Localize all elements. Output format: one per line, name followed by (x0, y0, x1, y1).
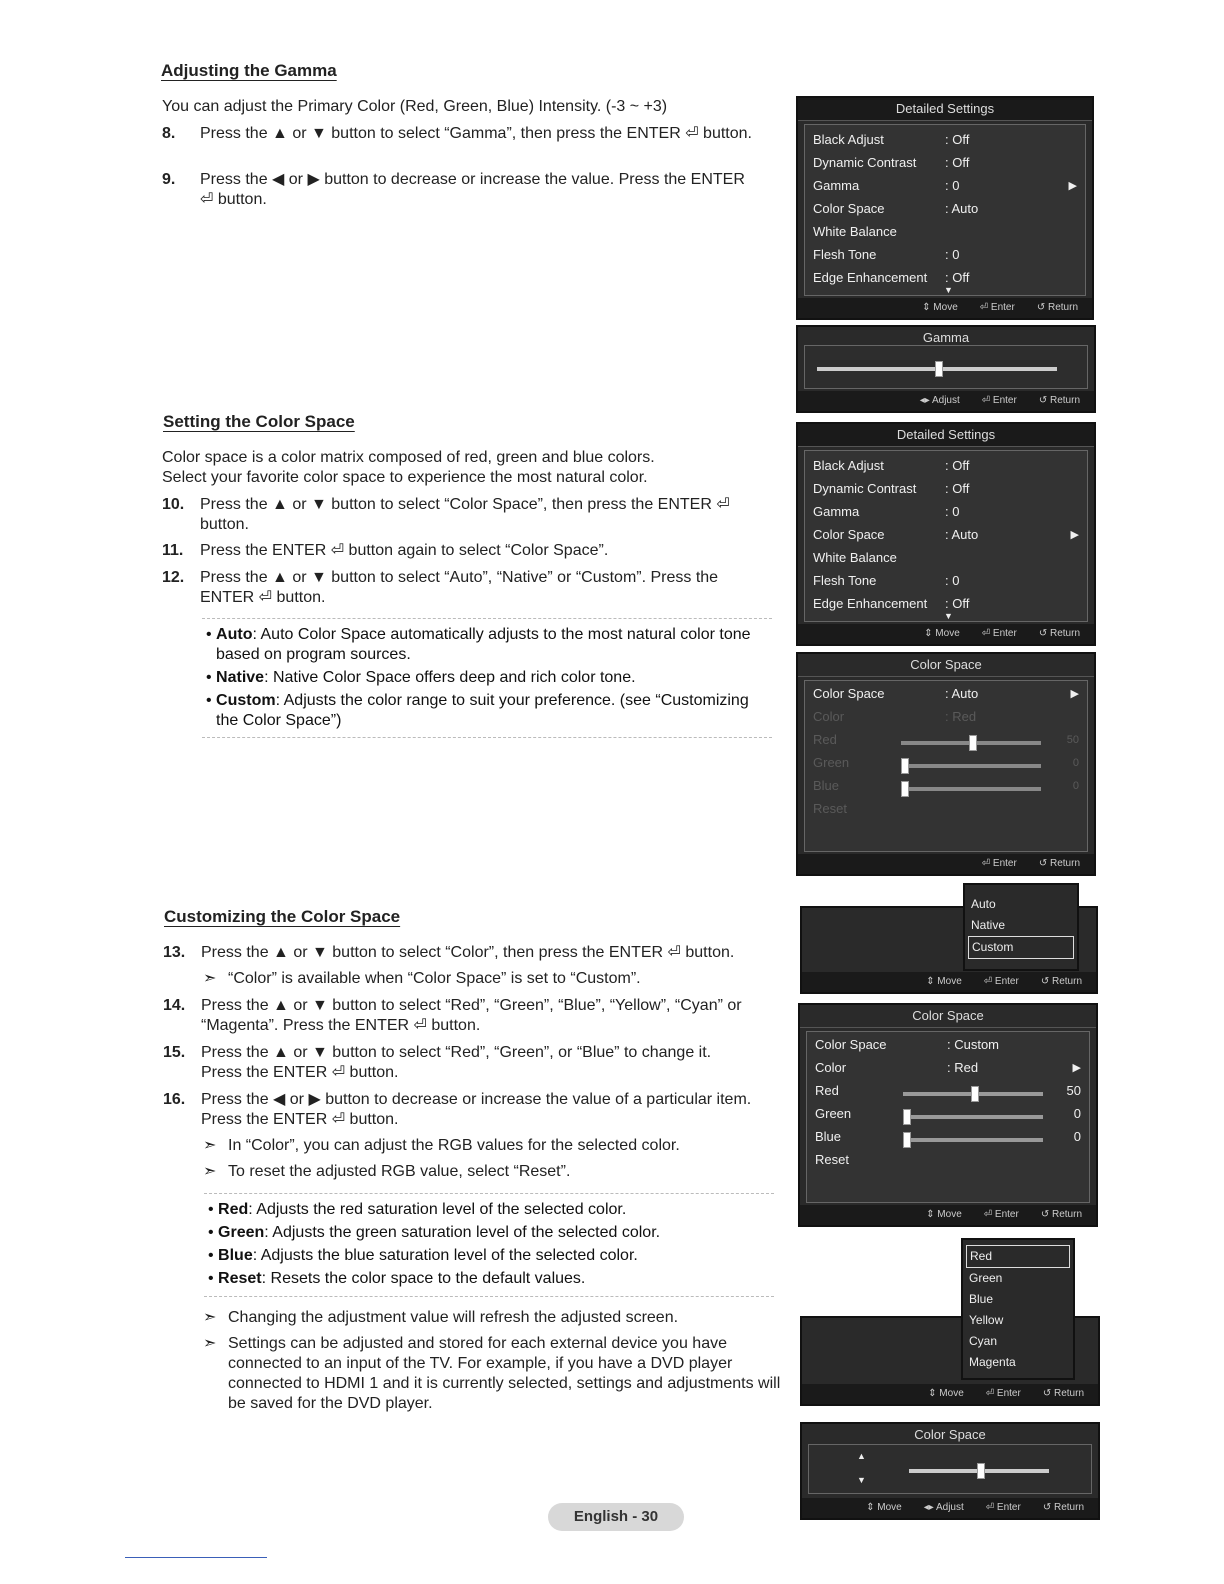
step-number: 16. (163, 1091, 186, 1108)
osd-slider-body (808, 1444, 1092, 1494)
osd-colorspace-auto (796, 652, 1096, 876)
osd-row-color-space[interactable] (813, 198, 1077, 220)
note-13 (203, 969, 763, 989)
step-12 (162, 568, 722, 608)
colorspace-intro-1: Color space is a color matrix composed of red, green and blue colors. (162, 449, 655, 466)
step-text: Press the ◀ or ▶ button to decrease or increase the value of a particular item. Press the ENTER ⏎ button. (201, 1091, 752, 1128)
osd-row-value: 50 (1066, 734, 1079, 746)
osd-row-label: Dynamic Contrast (813, 155, 917, 170)
osd-row-label: Color Space (813, 201, 885, 216)
osd-row-value: : Off (945, 596, 970, 611)
note-arrow-icon: ➣ (203, 1137, 217, 1154)
osd-menu-body (806, 1031, 1090, 1203)
osd-footer (802, 1498, 1098, 1518)
red-slider-thumb (969, 735, 977, 751)
osd-row-dynamic-contrast[interactable] (813, 478, 1079, 500)
step-text: Press the ▲ or ▼ button to select “Color Space”, then press the ENTER ⏎ button. (200, 496, 730, 533)
osd-footer (800, 1205, 1096, 1225)
green-slider-track[interactable] (903, 1115, 1043, 1119)
bullet-native: • Native: Native Color Space offers deep and rich color tone. (206, 669, 636, 686)
osd-row-label: Blue (815, 1129, 842, 1144)
bullet-term: Reset (218, 1270, 262, 1287)
osd-row-label: Color Space (813, 686, 885, 701)
return-hint: ↺ Return (1040, 976, 1082, 987)
step-number: 10. (162, 496, 185, 513)
footer-rule (125, 1557, 267, 1558)
osd-row-label: Reset (815, 1152, 849, 1167)
step-text: Press the ◀ or ▶ button to decrease or increase the value. Press the ENTER ⏎ button. (200, 171, 745, 208)
return-hint: ↺ Return (1038, 628, 1080, 639)
green-slider-thumb (901, 758, 909, 774)
osd-row-color-disabled (813, 706, 1079, 728)
osd-row-value: : 0 (945, 573, 960, 588)
colorspace-heading: Setting the Color Space (163, 412, 355, 431)
step-13 (163, 943, 783, 963)
note-text: Changing the adjustment value will refresh the adjusted screen. (228, 1309, 679, 1326)
osd-row-blue[interactable] (815, 1126, 1081, 1148)
option-red[interactable]: Red (966, 1245, 1070, 1268)
enter-hint: ⏎ Enter (983, 1209, 1019, 1220)
bullet-reset: • Reset: Resets the color space to the default values. (208, 1270, 586, 1287)
osd-row-flesh-tone[interactable] (813, 570, 1079, 592)
osd-row-label: Blue (813, 778, 840, 793)
gamma-heading: Adjusting the Gamma (161, 61, 337, 80)
bullet-desc: : Adjusts the blue saturation level of the selected color. (252, 1247, 638, 1264)
enter-hint: ⏎ Enter (985, 1388, 1021, 1399)
osd-row-label: White Balance (813, 224, 897, 239)
osd-row-color-space[interactable] (813, 683, 1079, 705)
bullet-term: Blue (218, 1247, 253, 1264)
bullet-term: Auto (216, 626, 253, 643)
note-text: In “Color”, you can adjust the RGB values for the selected color. (228, 1137, 680, 1154)
osd-footer (798, 624, 1094, 644)
bullet-blue: • Blue: Adjusts the blue saturation level of the selected color. (208, 1247, 638, 1264)
enter-hint: ⏎ Enter (983, 976, 1019, 987)
note-arrow-icon: ➣ (203, 970, 217, 987)
blue-slider-thumb[interactable] (903, 1132, 911, 1148)
enter-hint: ⏎ Enter (981, 858, 1017, 869)
osd-title: Detailed Settings (798, 424, 1094, 447)
blue-slider-track[interactable] (903, 1138, 1043, 1142)
colorspace-dropdown (963, 883, 1079, 971)
blue-slider-track (901, 787, 1041, 791)
step-9 (162, 170, 752, 210)
bullet-desc: : Native Color Space offers deep and rich color tone. (264, 669, 636, 686)
osd-row-value: : Auto (945, 686, 979, 701)
enter-hint: ⏎ Enter (979, 302, 1015, 313)
note-text: To reset the adjusted RGB value, select “Reset”. (228, 1163, 571, 1180)
bullet-term: Green (218, 1224, 265, 1241)
enter-hint: ⏎ Enter (981, 395, 1017, 406)
osd-row-color[interactable] (815, 1057, 1081, 1079)
osd-row-black-adjust[interactable] (813, 129, 1077, 151)
osd-row-label: Red (813, 732, 837, 747)
osd-slider-body (804, 345, 1088, 389)
osd-row-label: Flesh Tone (813, 573, 877, 588)
down-arrow-icon: ▼ (857, 1475, 866, 1485)
osd-row-gamma[interactable] (813, 175, 1077, 197)
osd-gamma-slider (796, 325, 1096, 413)
adjust-hint: ◂▸ Adjust (923, 1502, 964, 1513)
color-dropdown (961, 1238, 1075, 1380)
move-hint: ⇕ Move (928, 1388, 964, 1399)
osd-row-reset-disabled (813, 798, 1079, 820)
bullet-term: Native (216, 669, 265, 686)
step-number: 14. (163, 997, 186, 1014)
osd-row-value: : Auto (945, 527, 979, 542)
move-hint: ⇕ Move (866, 1502, 902, 1513)
step-number: 11. (162, 542, 184, 559)
step-text: Press the ▲ or ▼ button to select “Auto”, “Native” or “Custom”. Press the ENTER ⏎ button. (200, 569, 719, 606)
option-green[interactable]: Green (969, 1271, 1003, 1285)
bullet-auto: • Auto: Auto Color Space automatically adjusts to the most natural color tone based on program sources. (206, 626, 751, 663)
scroll-down-icon: ▼ (944, 611, 953, 621)
osd-title: Color Space (798, 654, 1094, 677)
chevron-right-icon: ▶ (1068, 180, 1077, 192)
osd-row-value: : Red (947, 1060, 979, 1075)
osd-row-label: Color (813, 709, 845, 724)
step-number: 12. (162, 569, 185, 586)
note-arrow-icon: ➣ (203, 1163, 217, 1180)
option-blue[interactable]: Blue (969, 1292, 994, 1306)
osd-title: Detailed Settings (798, 98, 1092, 121)
osd-footer (798, 391, 1094, 411)
osd-row-value: 0 (1072, 757, 1079, 769)
osd-row-value: : 0 (945, 247, 960, 262)
option-custom[interactable]: Custom (968, 936, 1074, 959)
osd-row-value: : Custom (947, 1037, 1000, 1052)
chevron-right-icon: ▶ (1070, 688, 1079, 700)
osd-footer (802, 972, 1096, 992)
step-10 (162, 495, 774, 535)
chevron-right-icon: ▶ (1070, 529, 1079, 541)
return-hint: ↺ Return (1042, 1502, 1084, 1513)
osd-row-label: Color Space (813, 527, 885, 542)
option-magenta[interactable]: Magenta (969, 1355, 1016, 1369)
note-16b (203, 1162, 763, 1182)
osd-footer (798, 854, 1094, 874)
bullet-desc: : Adjusts the green saturation level of the selected color. (264, 1224, 661, 1241)
osd-row-label: Red (815, 1083, 839, 1098)
green-slider-thumb[interactable] (903, 1109, 911, 1125)
osd-row-red-disabled (813, 729, 1079, 751)
bullet-green: • Green: Adjusts the green saturation level of the selected color. (208, 1224, 661, 1241)
osd-row-value: : 0 (945, 178, 960, 193)
move-hint: ⇕ Move (924, 628, 960, 639)
osd-row-label: Reset (813, 801, 847, 816)
note-settings-stored (203, 1334, 793, 1414)
step-text: Press the ▲ or ▼ button to select “Color”, then press the ENTER ⏎ button. (201, 944, 735, 961)
bullet-desc: : Adjusts the color range to suit your preference. (see “Customizing the Color Space”) (216, 692, 749, 729)
bullet-term: Custom (216, 692, 276, 709)
osd-row-black-adjust[interactable] (813, 455, 1079, 477)
step-number: 15. (163, 1044, 186, 1061)
osd-menu-body (804, 680, 1088, 852)
move-hint: ⇕ Move (922, 302, 958, 313)
step-number: 13. (163, 944, 186, 961)
osd-row-label: Green (813, 755, 850, 770)
osd-row-value: : Off (945, 270, 970, 285)
osd-row-color-space[interactable] (813, 524, 1079, 546)
osd-row-red[interactable] (815, 1080, 1081, 1102)
osd-row-value: 0 (1072, 780, 1079, 792)
red-slider-thumb[interactable] (971, 1086, 979, 1102)
osd-title: Color Space (802, 1424, 1098, 1446)
osd-colorspace-custom (798, 1003, 1098, 1227)
osd-row-green[interactable] (815, 1103, 1081, 1125)
note-arrow-icon: ➣ (203, 1335, 217, 1352)
osd-row-label: Black Adjust (813, 458, 884, 473)
osd-title: Gamma (798, 327, 1094, 349)
step-16 (163, 1090, 763, 1130)
blue-slider-thumb (901, 781, 909, 797)
colorspace-intro-2: Select your favorite color space to experience the most natural color. (162, 469, 648, 486)
osd-row-label: Color Space (815, 1037, 887, 1052)
step-8 (162, 124, 752, 144)
note-16a (203, 1136, 763, 1156)
custom-bullet-box (204, 1193, 774, 1297)
osd-row-value: : Off (945, 155, 970, 170)
up-arrow-icon: ▲ (857, 1451, 866, 1461)
osd-row-value: : 0 (945, 504, 960, 519)
osd-row-value: 0 (1073, 1129, 1081, 1144)
osd-row-flesh-tone[interactable] (813, 244, 1077, 266)
osd-row-value: 50 (1066, 1083, 1081, 1098)
bullet-desc: : Auto Color Space automatically adjusts to the most natural color tone based on program sources. (216, 626, 751, 663)
note-arrow-icon: ➣ (203, 1309, 217, 1326)
osd-row-value: : Off (945, 481, 970, 496)
osd-row-label: Gamma (813, 178, 860, 193)
osd-row-label: Edge Enhancement (813, 270, 928, 285)
osd-detailed-settings-gamma (796, 96, 1094, 320)
step-text: Press the ▲ or ▼ button to select “Red”, “Green”, or “Blue” to change it. Press the ENTER ⏎ button. (201, 1044, 712, 1081)
bullet-desc: : Resets the color space to the default values. (261, 1270, 586, 1287)
osd-row-label: Flesh Tone (813, 247, 877, 262)
move-hint: ⇕ Move (926, 976, 962, 987)
bullet-custom: • Custom: Adjusts the color range to suit your preference. (see “Customizing the Color Space”) (206, 692, 749, 729)
osd-menu-body (804, 124, 1086, 296)
osd-row-gamma[interactable] (813, 501, 1079, 523)
osd-row-value: : Off (945, 132, 970, 147)
step-number: 9. (162, 171, 176, 188)
osd-row-white-balance[interactable] (813, 221, 1077, 243)
note-text: “Color” is available when “Color Space” is set to “Custom”. (228, 970, 641, 987)
osd-row-label: Green (815, 1106, 852, 1121)
enter-hint: ⏎ Enter (985, 1502, 1021, 1513)
return-hint: ↺ Return (1038, 395, 1080, 406)
step-15 (163, 1043, 753, 1083)
osd-row-label: Edge Enhancement (813, 596, 928, 611)
option-native[interactable]: Native (971, 918, 1006, 932)
osd-footer (802, 1384, 1098, 1404)
bullet-desc: : Adjusts the red saturation level of the selected color. (248, 1201, 627, 1218)
osd-row-value: : Auto (945, 201, 979, 216)
custom-heading: Customizing the Color Space (164, 907, 401, 926)
osd-row-label: Color (815, 1060, 847, 1075)
gamma-slider-thumb[interactable] (935, 361, 943, 377)
colorspace-bullet-box (202, 618, 772, 738)
osd-detailed-settings-colorspace (796, 422, 1096, 646)
note-text: Settings can be adjusted and stored for each external device you have connected to an input of the TV. For example, if you have a DVD player connected to HDMI 1 and it is currently selected, settings and adjustments will be saved for the DVD player. (228, 1335, 781, 1412)
osd-row-label: White Balance (813, 550, 897, 565)
bullet-red: • Red: Adjusts the red saturation level of the selected color. (208, 1201, 627, 1218)
osd-row-color-space[interactable] (815, 1034, 1081, 1056)
osd-colorspace-adjust (800, 1422, 1100, 1520)
note-refresh (203, 1308, 773, 1328)
osd-row-green-disabled (813, 752, 1079, 774)
step-number: 8. (162, 125, 176, 142)
osd-row-white-balance[interactable] (813, 547, 1079, 569)
step-11 (162, 541, 774, 561)
step-14 (163, 996, 783, 1036)
osd-row-blue-disabled (813, 775, 1079, 797)
osd-row-dynamic-contrast[interactable] (813, 152, 1077, 174)
osd-row-reset[interactable] (815, 1149, 1081, 1171)
adjust-hint: ◂▸ Adjust (919, 395, 960, 406)
osd-menu-body (804, 450, 1088, 622)
step-text: Press the ▲ or ▼ button to select “Gamma”, then press the ENTER ⏎ button. (200, 125, 752, 142)
return-hint: ↺ Return (1038, 858, 1080, 869)
enter-hint: ⏎ Enter (981, 628, 1017, 639)
osd-footer (798, 298, 1092, 318)
move-hint: ⇕ Move (926, 1209, 962, 1220)
scroll-down-icon: ▼ (944, 285, 953, 295)
return-hint: ↺ Return (1040, 1209, 1082, 1220)
adjust-slider-thumb[interactable] (977, 1463, 985, 1479)
osd-row-value: 0 (1073, 1106, 1081, 1121)
osd-row-label: Gamma (813, 504, 860, 519)
return-hint: ↺ Return (1042, 1388, 1084, 1399)
osd-row-value: : Off (945, 458, 970, 473)
option-yellow[interactable]: Yellow (969, 1313, 1004, 1327)
green-slider-track (901, 764, 1041, 768)
option-cyan[interactable]: Cyan (969, 1334, 998, 1348)
step-text: Press the ▲ or ▼ button to select “Red”, “Green”, “Blue”, “Yellow”, “Cyan” or “Magenta”. Press the ENTER ⏎ button. (201, 997, 742, 1034)
osd-row-label: Dynamic Contrast (813, 481, 917, 496)
gamma-intro: You can adjust the Primary Color (Red, Green, Blue) Intensity. (-3 ~ +3) (162, 98, 668, 115)
osd-row-label: Black Adjust (813, 132, 884, 147)
return-hint: ↺ Return (1036, 302, 1078, 313)
step-text: Press the ENTER ⏎ button again to select “Color Space”. (200, 542, 609, 559)
osd-row-value: : Red (945, 709, 977, 724)
bullet-term: Red (218, 1201, 249, 1218)
osd-title: Color Space (800, 1005, 1096, 1028)
chevron-right-icon: ▶ (1072, 1062, 1081, 1074)
page-number-badge: English - 30 (548, 1503, 684, 1531)
option-auto[interactable]: Auto (971, 897, 996, 911)
